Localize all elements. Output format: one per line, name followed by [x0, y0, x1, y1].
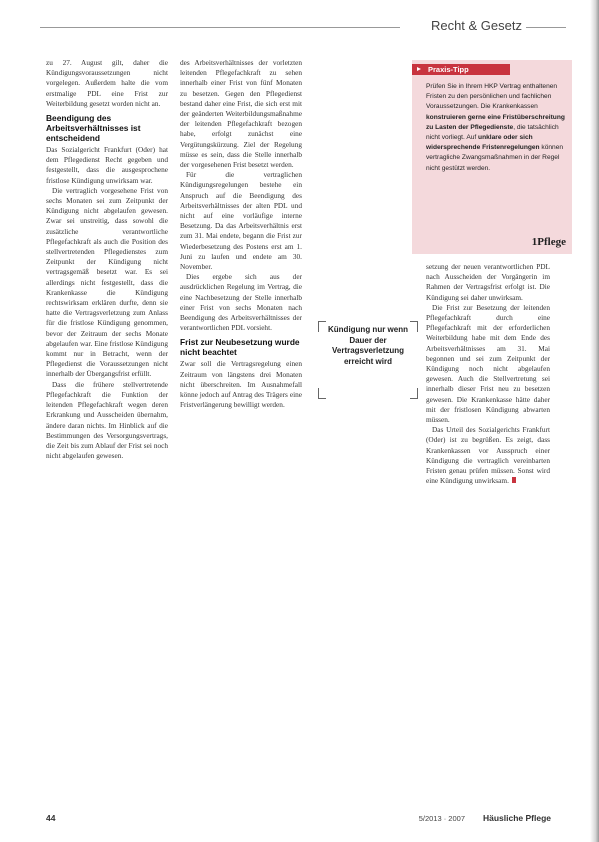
section-title: Recht & Gesetz [430, 18, 522, 33]
paragraph: Dies ergebe sich aus der ausdrücklichen Regelung im Vertrag, die eine Nachbesetzung der Stelle innerhalb einer Frist von sechs Monaten nach Beendigung des Arbeitsverhältnisses der verantwortlichen PDL vorsieht. [180, 272, 302, 333]
quote-bracket [410, 388, 418, 399]
issue-number: 5/2013 · 2007 [418, 814, 465, 823]
paragraph-text: Das Urteil des Sozialgerichts Frankfurt (Oder) ist zu begrüßen. Es zeigt, dass Krankenkassen vor Ausspruch einer Kündigung die vertraglich vereinbarten Fristen genau prüfen müssen. Sonst wird eine Kündigung unwirksam. [426, 425, 550, 486]
paragraph [426, 425, 550, 486]
tip-text-part: , die tatsächlich nicht vorliegt. Auf [426, 123, 559, 142]
pull-quote-text: Kündigung nur wenn Dauer der Vertragsverletzung erreicht wird [328, 325, 408, 366]
arrow-right-icon [417, 67, 421, 71]
page-header [40, 10, 580, 36]
page-footer [46, 813, 551, 827]
tip-text-emphasis: unklare oder sich widersprechende Fristenregelungen [426, 134, 540, 152]
paragraph: zu 27. August gilt, daher die Kündigungsvoraussetzungen nicht vorgelegen. Außerdem halte die vom erstmalige PDL eine Frist zur Weiterbildung gesetzt worden nicht an. [46, 58, 168, 108]
paragraph: Dass die frühere stellvertretende Pflegefachkraft die Funktion der leitenden Pflegefachkraft wegen deren Erkrankung und Ausscheiden übernahm, ändere daran nichts. Im Hinblick auf die Bestimmungen des Versorgungsvertrags, die Zeit bis zum Ablauf der Frist sei noch nicht abgelaufen gewesen. [46, 379, 168, 461]
paragraph: Für die vertraglichen Kündigungsregelungen bestehe ein Anspruch auf die Beendigung des Arbeitsverhältnisses der alten PDL und nicht auf eine vorläufige interne Besetzung. Da das Arbeitsverhältnis erst zum 31. Mai endete, begann die Frist zur Wiederbesetzung des Postens erst am 1. Juni zu laufen und endete am 30. November. [180, 170, 302, 272]
paragraph: des Arbeitsverhältnisses der vorletzten leitenden Pflegefachkraft zu sehen innerhalb einer Frist von fünf Monaten zu besetzen. Gegen den Pflegedienst bestand daher eine Frist, die sich erst mit der geänderten Weiterbildungsmaßnahme der leitenden Pflegefachkraft bezogen habe, erfolgt zunächst eine Vergütungskürzung. Ziel der Regelung müsse es sein, dass die Stelle innerhalb der vorgesehenen Frist besetzt werden. [180, 58, 302, 170]
magazine-name: Häusliche Pflege [482, 813, 551, 823]
paragraph: Das Sozialgericht Frankfurt (Oder) hat dem Pflegedienst Recht gegeben und festgestellt, dass die ausgesprochene fristlose Kündigung unwirksam war. [46, 145, 168, 185]
tip-text-emphasis: konstruieren gerne eine Fristüberschreitung zu Lasten der Pflegedienste [426, 113, 565, 131]
article-column-1 [46, 58, 168, 461]
pull-quote [316, 321, 420, 399]
tip-text-part: können vertragliche Zwangsmaßnahmen in der Regel nicht gestützt werden. [426, 144, 564, 172]
article-column-3 [426, 262, 550, 486]
paragraph: Die Frist zur Besetzung der leitenden Pflegefachkraft durch eine Pflegefachkraft mit der erforderlichen Weiterbildung habe mit dem Ende des Arbeitsverhältnisses am 31. Mai begonnen und sei zum Zeitpunkt der Kündigung noch nicht abgelaufen gewesen. Auch die Stellvertretung sei innerhalb dieser Frist neu zu besetzen gewesen. Die Krankenkasse hätte daher mit der fristlosen Kündigung abwarten müssen. [426, 302, 550, 425]
scan-edge-shadow [590, 0, 599, 842]
paragraph: setzung der neuen verantwortlichen PDL nach Ausscheiden der Vorgängerin im Rahmen der Vertragsfrist erfolgt ist. Die Kündigung sei daher unwirksam. [426, 262, 550, 302]
magazine-logo: 1Pflege [531, 236, 566, 248]
quote-bracket [318, 321, 326, 332]
quote-bracket [410, 321, 418, 332]
paragraph: Die vertraglich vorgesehene Frist von sechs Monaten sei zum Zeitpunkt der Kündigung nicht abgelaufen gewesen. Zwar sei unstreitig, dass sowohl die zusätzliche verantwortliche Pflegefachkraft als auch die Position des stellvertretenden Pflegedienstes zum Zeitpunkt der Kündigung nicht vertragsgemäß besetzt war. Es sei allerdings nicht festgestellt, dass die Krankenkasse die Kündigung rechtswirksam erklären durfte, denn sie hatte die Vertragsverletzung zum Anlass für die fristlose Kündigung genommen, bevor der Zeitraum der sechs Monate abgelaufen war. Eine fristlose Kündigung kommt nur in Betracht, wenn der Pflegedienst die Voraussetzungen nicht innerhalb der Übergangsfrist erfüllt. [46, 185, 168, 379]
page-number: 44 [46, 813, 56, 823]
section-heading: Frist zur Neubesetzung wurde nicht beachtet [180, 337, 300, 358]
paragraph: Zwar soll die Vertragsregelung einen Zeitraum von längstens drei Monaten nicht überschreiten. Im Ausnahmefall könne jedoch auf Antrag des Trägers eine Fristverlängerung bewilligt werden. [180, 359, 302, 410]
article-end-mark [512, 477, 516, 483]
header-rule-left [40, 27, 400, 28]
quote-bracket [318, 388, 326, 399]
practice-tip-text [426, 82, 566, 174]
article-column-2 [180, 58, 302, 411]
practice-tip-box [412, 60, 572, 254]
section-heading: Beendigung des Arbeitsverhältnisses ist entscheidend [46, 113, 141, 144]
practice-tip-label [412, 64, 510, 75]
tip-text-part: Prüfen Sie in Ihrem HKP Vertrag enthaltenen Fristen zu den persönlichen und fachlichen Voraussetzungen. Die Krankenkassen [426, 83, 558, 111]
header-rule-right [526, 27, 566, 28]
practice-tip-label-text: Praxis-Tipp [428, 65, 469, 74]
